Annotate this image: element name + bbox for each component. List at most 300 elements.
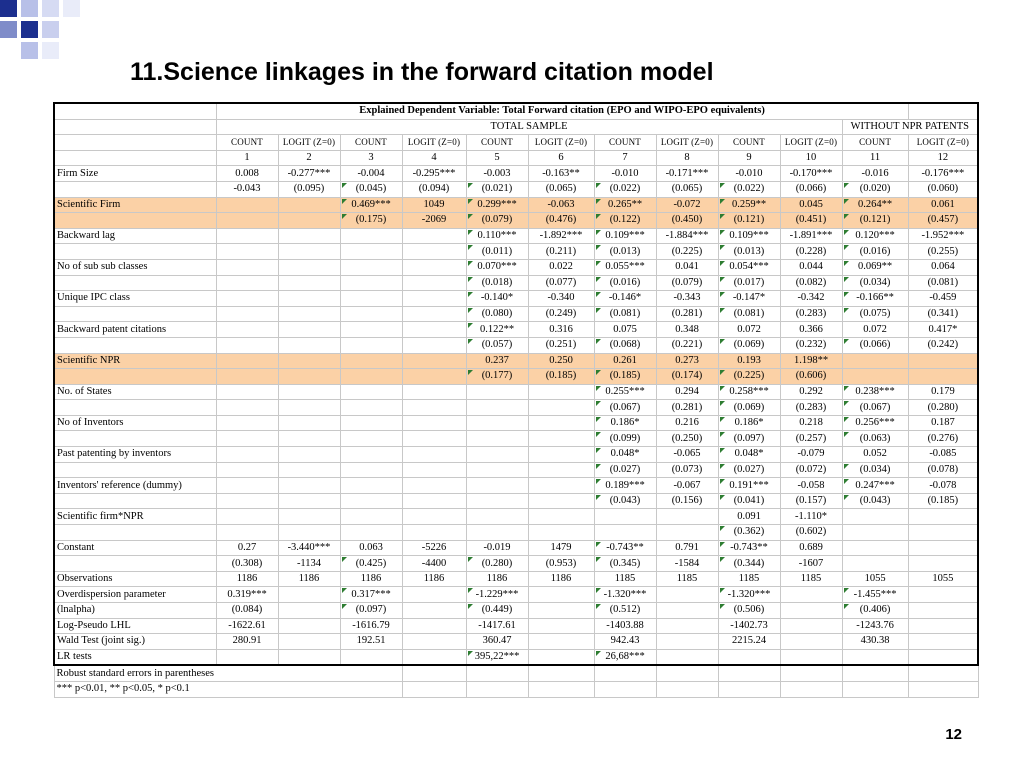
value-cell (842, 556, 908, 572)
value-cell: (0.081) (594, 306, 656, 322)
value-cell: 0.294 (656, 384, 718, 400)
value-cell: 0.348 (656, 322, 718, 338)
value-cell (278, 228, 340, 244)
value-cell: (0.280) (466, 556, 528, 572)
value-cell: -1616.79 (340, 618, 402, 634)
value-cell (908, 369, 978, 385)
value-cell (278, 603, 340, 619)
value-cell (842, 353, 908, 369)
footnote-row-2 (54, 681, 978, 697)
value-cell (278, 213, 340, 229)
value-cell: 0.247*** (842, 478, 908, 494)
value-cell: 0.259** (718, 197, 780, 213)
value-cell (278, 462, 340, 478)
value-cell (278, 415, 340, 431)
value-cell: 0.179 (908, 384, 978, 400)
footnote-empty-cell (528, 681, 594, 697)
table-row-observations (54, 571, 978, 587)
row-label: Past patenting by inventors (54, 447, 216, 463)
header-empty-cell (54, 135, 216, 151)
value-cell (216, 415, 278, 431)
value-cell (216, 353, 278, 369)
value-cell: -0.146* (594, 291, 656, 307)
value-cell: -1622.61 (216, 618, 278, 634)
value-cell: 0.041 (656, 259, 718, 275)
value-cell: 0.417* (908, 322, 978, 338)
value-cell (278, 244, 340, 260)
value-cell (908, 353, 978, 369)
row-label: No. of States (54, 384, 216, 400)
value-cell: 0.186* (718, 415, 780, 431)
value-cell: (0.121) (842, 213, 908, 229)
value-cell: -0.171*** (656, 166, 718, 182)
model-number-header: 2 (278, 150, 340, 166)
footnote-empty-cell (780, 681, 842, 697)
row-label: Scientific NPR (54, 353, 216, 369)
value-cell: (0.362) (718, 525, 780, 541)
value-cell: -0.166** (842, 291, 908, 307)
value-cell: 0.292 (780, 384, 842, 400)
header-empty-cell (908, 103, 978, 119)
value-cell: -0.058 (780, 478, 842, 494)
value-cell: 1186 (402, 571, 466, 587)
row-label: Overdispersion parameter (54, 587, 216, 603)
footnote-significance: *** p<0.01, ** p<0.05, * p<0.1 (54, 681, 402, 697)
footnote-empty-cell (842, 681, 908, 697)
value-cell: (0.175) (340, 213, 402, 229)
value-cell: 1049 (402, 197, 466, 213)
row-label: Scientific firm*NPR (54, 509, 216, 525)
value-cell: (0.225) (718, 369, 780, 385)
value-cell: (0.034) (842, 275, 908, 291)
row-label: Observations (54, 571, 216, 587)
value-cell: -0.079 (780, 447, 842, 463)
value-cell: (0.066) (842, 337, 908, 353)
value-cell (340, 306, 402, 322)
row-label (54, 244, 216, 260)
table-row-lnalpha (54, 603, 978, 619)
value-cell: 1055 (908, 571, 978, 587)
model-number-header: 8 (656, 150, 718, 166)
value-cell: (0.078) (908, 462, 978, 478)
row-label: Inventors' reference (dummy) (54, 478, 216, 494)
value-cell (278, 618, 340, 634)
value-cell: -1.455*** (842, 587, 908, 603)
value-cell: -0.065 (656, 447, 718, 463)
value-cell: -0.295*** (402, 166, 466, 182)
value-cell (402, 369, 466, 385)
value-cell: -0.067 (656, 478, 718, 494)
table-row-no-of-states (54, 384, 978, 400)
row-label (54, 556, 216, 572)
header-model-number-row (54, 150, 978, 166)
value-cell: -0.340 (528, 291, 594, 307)
value-cell (842, 649, 908, 665)
value-cell: -1403.88 (594, 618, 656, 634)
value-cell (466, 415, 528, 431)
value-cell: (0.185) (594, 369, 656, 385)
value-cell: (0.255) (908, 244, 978, 260)
value-cell: (0.034) (842, 462, 908, 478)
value-cell (278, 478, 340, 494)
value-cell: (0.476) (528, 213, 594, 229)
value-cell: (0.122) (594, 213, 656, 229)
value-cell (402, 244, 466, 260)
footnote-empty-cell (594, 681, 656, 697)
value-cell (402, 447, 466, 463)
value-cell: (0.281) (656, 400, 718, 416)
table-row-se (54, 275, 978, 291)
table-row-se (54, 556, 978, 572)
table-row-lr-tests (54, 649, 978, 665)
model-type-header: LOGIT (Z=0) (780, 135, 842, 151)
header-explained-row (54, 103, 978, 119)
row-label (54, 306, 216, 322)
model-number-header: 7 (594, 150, 656, 166)
value-cell: (0.013) (718, 244, 780, 260)
row-label: (lnalpha) (54, 603, 216, 619)
value-cell: (0.512) (594, 603, 656, 619)
value-cell (278, 353, 340, 369)
value-cell: -1.110* (780, 509, 842, 525)
value-cell (402, 228, 466, 244)
value-cell: (0.011) (466, 244, 528, 260)
row-label: Unique IPC class (54, 291, 216, 307)
footnote-row-1 (54, 665, 978, 681)
table-row-se (54, 493, 978, 509)
value-cell: -0.016 (842, 166, 908, 182)
value-cell: (0.276) (908, 431, 978, 447)
value-cell: 0.064 (908, 259, 978, 275)
value-cell: 0.255*** (594, 384, 656, 400)
footnote-empty-cell (466, 665, 528, 681)
value-cell: (0.057) (466, 337, 528, 353)
value-cell: -1.892*** (528, 228, 594, 244)
value-cell (780, 649, 842, 665)
value-cell (656, 603, 718, 619)
value-cell: 1185 (780, 571, 842, 587)
value-cell (594, 525, 656, 541)
page-number: 12 (945, 726, 962, 743)
value-cell (278, 587, 340, 603)
table-row-scientific-firm (54, 197, 978, 213)
row-label: Wald Test (joint sig.) (54, 634, 216, 650)
value-cell (216, 462, 278, 478)
value-cell (908, 618, 978, 634)
value-cell: 0.261 (594, 353, 656, 369)
value-cell (528, 478, 594, 494)
value-cell (278, 509, 340, 525)
footnote-empty-cell (908, 665, 978, 681)
total-sample-header: TOTAL SAMPLE (216, 119, 842, 135)
row-label (54, 400, 216, 416)
value-cell: (0.016) (842, 244, 908, 260)
value-cell: 0.110*** (466, 228, 528, 244)
value-cell: 0.791 (656, 540, 718, 556)
header-model-type-row (54, 135, 978, 151)
value-cell (216, 493, 278, 509)
value-cell: (0.045) (340, 181, 402, 197)
value-cell (402, 306, 466, 322)
value-cell (278, 493, 340, 509)
row-label (54, 337, 216, 353)
value-cell: -0.019 (466, 540, 528, 556)
header-empty-cell (54, 103, 216, 119)
value-cell: -0.004 (340, 166, 402, 182)
value-cell: (0.022) (718, 181, 780, 197)
value-cell (278, 322, 340, 338)
value-cell (340, 649, 402, 665)
row-label: Log-Pseudo LHL (54, 618, 216, 634)
value-cell: (0.016) (594, 275, 656, 291)
value-cell (402, 618, 466, 634)
value-cell: (0.017) (718, 275, 780, 291)
value-cell: 0.238*** (842, 384, 908, 400)
value-cell: (0.081) (718, 306, 780, 322)
value-cell: (0.341) (908, 306, 978, 322)
value-cell: 1186 (528, 571, 594, 587)
value-cell: (0.257) (780, 431, 842, 447)
value-cell (780, 618, 842, 634)
table-row-se (54, 244, 978, 260)
value-cell (528, 462, 594, 478)
row-label (54, 275, 216, 291)
footnote-empty-cell (656, 665, 718, 681)
value-cell: (0.251) (528, 337, 594, 353)
model-type-header: COUNT (718, 135, 780, 151)
value-cell (278, 525, 340, 541)
row-label: Constant (54, 540, 216, 556)
value-cell (216, 337, 278, 353)
value-cell: (0.020) (842, 181, 908, 197)
footnote-empty-cell (656, 681, 718, 697)
value-cell: (0.063) (842, 431, 908, 447)
value-cell (278, 291, 340, 307)
row-label: No of Inventors (54, 415, 216, 431)
value-cell (216, 244, 278, 260)
value-cell (528, 493, 594, 509)
value-cell: (0.069) (718, 337, 780, 353)
footnote-empty-cell (718, 665, 780, 681)
value-cell: (0.079) (466, 213, 528, 229)
value-cell: (0.060) (908, 181, 978, 197)
value-cell (340, 384, 402, 400)
row-label (54, 525, 216, 541)
value-cell (780, 603, 842, 619)
value-cell (402, 353, 466, 369)
model-type-header: LOGIT (Z=0) (908, 135, 978, 151)
value-cell (340, 415, 402, 431)
value-cell: 0.191*** (718, 478, 780, 494)
value-cell: (0.174) (656, 369, 718, 385)
value-cell: 0.273 (656, 353, 718, 369)
value-cell: (0.097) (718, 431, 780, 447)
model-type-header: LOGIT (Z=0) (402, 135, 466, 151)
footnote-empty-cell (780, 665, 842, 681)
value-cell (842, 509, 908, 525)
table-row-inventors-reference-dummy (54, 478, 978, 494)
value-cell (780, 587, 842, 603)
value-cell (528, 509, 594, 525)
value-cell: (0.425) (340, 556, 402, 572)
value-cell: (0.506) (718, 603, 780, 619)
value-cell (340, 291, 402, 307)
value-cell: -0.147* (718, 291, 780, 307)
value-cell (528, 634, 594, 650)
row-label (54, 369, 216, 385)
model-number-header: 3 (340, 150, 402, 166)
value-cell: -0.010 (718, 166, 780, 182)
value-cell: (0.344) (718, 556, 780, 572)
value-cell: 1.198** (780, 353, 842, 369)
value-cell (216, 447, 278, 463)
value-cell (340, 462, 402, 478)
value-cell: (0.066) (780, 181, 842, 197)
value-cell (656, 509, 718, 525)
value-cell: 0.048* (594, 447, 656, 463)
value-cell (528, 618, 594, 634)
row-label (54, 181, 216, 197)
value-cell: 942.43 (594, 634, 656, 650)
value-cell (402, 634, 466, 650)
value-cell (466, 493, 528, 509)
value-cell: (0.177) (466, 369, 528, 385)
value-cell: (0.406) (842, 603, 908, 619)
value-cell: (0.075) (842, 306, 908, 322)
value-cell (340, 353, 402, 369)
value-cell (216, 228, 278, 244)
footnote-empty-cell (402, 665, 466, 681)
model-number-header: 12 (908, 150, 978, 166)
value-cell: 1186 (340, 571, 402, 587)
table-row-se (54, 181, 978, 197)
explained-variable-header: Explained Dependent Variable: Total Forward citation (EPO and WIPO-EPO equivalents) (216, 103, 908, 119)
value-cell: -1607 (780, 556, 842, 572)
value-cell: (0.082) (780, 275, 842, 291)
value-cell (528, 587, 594, 603)
value-cell: (0.280) (908, 400, 978, 416)
value-cell (908, 649, 978, 665)
value-cell: (0.283) (780, 400, 842, 416)
value-cell: (0.072) (780, 462, 842, 478)
row-label (54, 493, 216, 509)
value-cell: (0.221) (656, 337, 718, 353)
value-cell (340, 322, 402, 338)
value-cell: 0.216 (656, 415, 718, 431)
model-number-header: 1 (216, 150, 278, 166)
row-label: Scientific Firm (54, 197, 216, 213)
value-cell (780, 634, 842, 650)
value-cell: (0.013) (594, 244, 656, 260)
row-label (54, 213, 216, 229)
value-cell: 1185 (718, 571, 780, 587)
without-npr-header: WITHOUT NPR PATENTS (842, 119, 978, 135)
value-cell (340, 337, 402, 353)
value-cell: (0.069) (718, 400, 780, 416)
value-cell: 0.054*** (718, 259, 780, 275)
value-cell (402, 478, 466, 494)
value-cell (466, 431, 528, 447)
value-cell: (0.095) (278, 181, 340, 197)
value-cell: 0.689 (780, 540, 842, 556)
value-cell: 0.316 (528, 322, 594, 338)
value-cell: -0.170*** (780, 166, 842, 182)
value-cell (278, 400, 340, 416)
value-cell: (0.157) (780, 493, 842, 509)
value-cell (278, 369, 340, 385)
row-label: No of sub sub classes (54, 259, 216, 275)
value-cell: -1.320*** (718, 587, 780, 603)
value-cell: -0.063 (528, 197, 594, 213)
value-cell: -0.140* (466, 291, 528, 307)
value-cell (842, 525, 908, 541)
value-cell (340, 509, 402, 525)
value-cell: 0.069** (842, 259, 908, 275)
value-cell (528, 415, 594, 431)
slide-title: 11.Science linkages in the forward citation model (130, 58, 714, 86)
value-cell (466, 384, 528, 400)
value-cell: (0.232) (780, 337, 842, 353)
value-cell (402, 400, 466, 416)
value-cell (908, 540, 978, 556)
table-row-se (54, 213, 978, 229)
value-cell: 0.237 (466, 353, 528, 369)
value-cell: -1243.76 (842, 618, 908, 634)
value-cell (528, 649, 594, 665)
value-cell: 0.072 (718, 322, 780, 338)
footnote-empty-cell (402, 681, 466, 697)
model-number-header: 6 (528, 150, 594, 166)
model-type-header: LOGIT (Z=0) (656, 135, 718, 151)
value-cell: 0.27 (216, 540, 278, 556)
value-cell: (0.249) (528, 306, 594, 322)
value-cell: (0.027) (594, 462, 656, 478)
value-cell: 0.045 (780, 197, 842, 213)
value-cell (908, 509, 978, 525)
value-cell: -0.342 (780, 291, 842, 307)
value-cell (340, 244, 402, 260)
value-cell: 0.319*** (216, 587, 278, 603)
value-cell (402, 462, 466, 478)
value-cell (528, 384, 594, 400)
value-cell: -0.085 (908, 447, 978, 463)
value-cell (340, 400, 402, 416)
value-cell (402, 291, 466, 307)
value-cell (340, 259, 402, 275)
value-cell (842, 369, 908, 385)
value-cell (528, 431, 594, 447)
value-cell (466, 478, 528, 494)
value-cell: -0.743** (594, 540, 656, 556)
value-cell: (0.156) (656, 493, 718, 509)
value-cell (216, 369, 278, 385)
table-row-se (54, 462, 978, 478)
table-row-unique-ipc-class (54, 291, 978, 307)
value-cell: 280.91 (216, 634, 278, 650)
value-cell (528, 400, 594, 416)
value-cell: -1.229*** (466, 587, 528, 603)
value-cell (216, 509, 278, 525)
header-empty-cell (54, 119, 216, 135)
value-cell: 0.008 (216, 166, 278, 182)
table-row-past-patenting-by-inventors (54, 447, 978, 463)
value-cell (278, 275, 340, 291)
value-cell: 0.264** (842, 197, 908, 213)
header-sample-row (54, 119, 978, 135)
value-cell (216, 322, 278, 338)
value-cell: (0.043) (594, 493, 656, 509)
value-cell: (0.081) (908, 275, 978, 291)
